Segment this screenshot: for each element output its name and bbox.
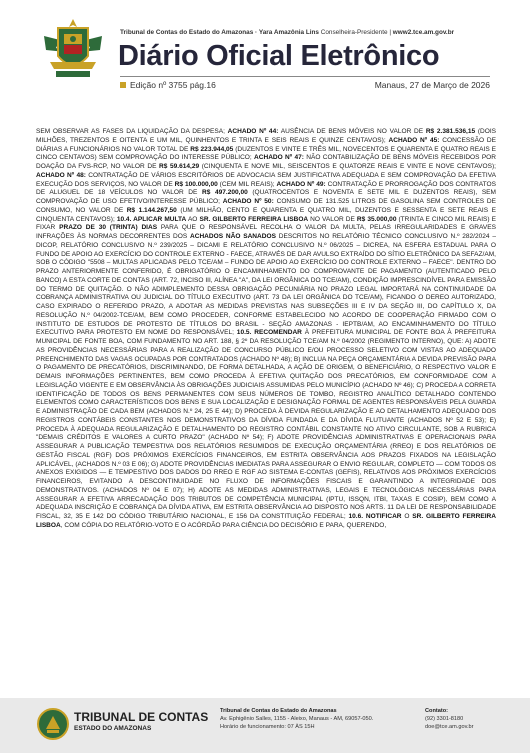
body-text-run: (UM MILHÃO, CENTO E QUARENTA E QUATRO MIL, DUZENTOS E SESSENTA E SETE REAIS E CINQUENTA CENTAVOS); bbox=[36, 206, 496, 223]
page-footer bbox=[0, 698, 530, 753]
footer-phone: (92) 3301-8180 bbox=[425, 715, 464, 722]
body-bold-run: ACHADO Nº 48: bbox=[36, 171, 86, 179]
footer-contact-block bbox=[425, 708, 473, 731]
org-role: Conselheira-Presidente bbox=[320, 29, 388, 36]
page-title: Diário Oficial Eletrônico bbox=[118, 40, 440, 72]
body-bold-run: R$ 497.200,00 bbox=[201, 189, 248, 197]
body-bold-run: ACHADO Nº 44: bbox=[227, 128, 279, 135]
body-text-run: CONCESSÃO DE DIÁRIAS A FUNCIONÁRIOS NO VALOR TOTAL DE bbox=[36, 136, 496, 153]
body-text-run: (QUATROCENTOS E NOVENTA E SETE MIL E DUZENTOS REAIS), SEM COMPROVAÇÃO DE USO EFETIVO/INTERESSE PÚBLICO; bbox=[36, 189, 497, 205]
body-text-run: NO VALOR DE bbox=[308, 215, 357, 223]
square-bullet-icon bbox=[120, 82, 126, 88]
body-bold-run: R$ 35.000,00 bbox=[356, 215, 397, 223]
body-text-run: AUSÊNCIA DE BENS MÓVEIS NO VALOR DE bbox=[278, 128, 426, 135]
body-text-run: CONTRATAÇÃO DE VÁRIOS ESCRITÓRIOS DE ADVOCACIA SEM JUSTIFICATIVA ADEQUADA E SEM COMPROVAÇÃO DA EFETIVA EXECUÇÃO DOS SERVIÇOS, NO VALOR DE bbox=[36, 171, 496, 188]
footer-address-block bbox=[220, 708, 373, 731]
body-text-run: (CINQUENTA E NOVE MIL, SEISCENTOS E QUATORZE REAIS E VINTE E NOVE CENTAVOS); bbox=[199, 163, 496, 170]
body-text-run: PARA QUE O RESPONSÁVEL RECOLHA O VALOR DA MULTA, PELAS IRREGULARIDADES E GRAVES INFRAÇÕES ÀS NORMAS DECORRENTES DOS bbox=[36, 224, 496, 240]
footer-logo-title: TRIBUNAL DE CONTAS bbox=[74, 710, 209, 724]
body-text-run: DESCRITOS NO RELATÓRIO TÉCNICO CONCLUSIVO N.º 282/2024 – DICOP, RELATÓRIO CONCLUSIVO N.º 239/2025 – DICAMI E RELATÓRIO CONCLUSIVO N.º 06/2025 – DICREA, NA ESFERA ESTADUAL PARA O FUNDO DE APOIO AO EXERCÍCIO DO CONTROLE EXTERNO - FAECE, ATRAVÉS DE DAR AVULSO EXTRAÍDO DO SÍTIO ELETRÔNICO DA SEFAZ/AM, SOB O CÓDIGO "5508 – MULTAS APLICADAS PELO TCE/AM – FUNDO DE APOIO AO EXERCÍCIO DO CONTROLE EXTERNO – FAECE". DENTRO DO PRAZO ANTERIORMENTE CONFERIDO, É OBRIGATÓRIO O ENCAMINHAMENTO DO COMPROVANTE DE PAGAMENTO (AUTENTICADO PELO BANCO) A ESTA CORTE DE CONTAS (ART. 72, INCISO III, ALÍNEA "A", DA LEI ORGÂNICA DO TCE/AM), CONDIÇÃO IMPRESCINDÍVEL PARA EMISSÃO DO TERMO DE QUITAÇÃO. O NÃO ADIMPLEMENTO DESSA OBRIGAÇÃO PECUNIÁRIA NO PRAZO LEGAL IMPORTARÁ NA CONTINUIDADE DA COBRANÇA ADMINISTRATIVA OU JUDICIAL DO TÍTULO EXECUTIVO (ART. 73 DA LEI ORGÂNICA DO TCE/AM), FICANDO O DEREO AUTORIZADO, CASO EXPIRADO O REFERIDO PRAZO, A ADOTAR AS MEDIDAS PREVISTAS NAS SUBSEÇÕES III E IV DA SEÇÃO III, DO CAPÍTULO X, DA RESOLUÇÃO N.º 04/2002-TCE/AM, BEM COMO PROCEDER, CONFORME ESTABELECIDO NO ACORDO DE COOPERAÇÃO FIRMADO COM O INSTITUTO DE ESTUDOS DE PROTESTO DE TÍTULOS DO BRASIL - SEÇÃO AMAZONAS - IEPTB/AM, AO ENCAMINHAMENTO DO TÍTULO EXECUTIVO PARA PROTESTO EM NOME DO RESPONSÁVEL; bbox=[36, 233, 496, 337]
body-text-run: O bbox=[401, 513, 413, 520]
body-bold-run: R$ 100.000,00 bbox=[174, 180, 218, 188]
body-bold-run: ACHADO Nº 45: bbox=[388, 136, 440, 144]
footer-logo-subtitle: ESTADO DO AMAZONAS bbox=[74, 725, 152, 732]
body-text-run: (CEM MIL REAIS); bbox=[217, 180, 277, 188]
body-bold-run: ACHADO Nº 47: bbox=[254, 154, 304, 162]
body-bold-run: SR. GILBERTO FERREIRA LISBOA bbox=[199, 215, 309, 223]
tce-logo-icon bbox=[36, 707, 70, 741]
body-bold-run: ACHADO Nº 50: bbox=[222, 198, 274, 205]
body-text-run: SEM OBSERVAR AS FASES DA LIQUIDAÇÃO DA DESPESA; bbox=[36, 128, 228, 135]
body-bold-run: ACHADOS NÃO SANADOS bbox=[189, 233, 276, 240]
body-bold-run: SR. GILBERTO FERREIRA LISBOA bbox=[36, 513, 496, 529]
body-bold-run: R$ 223.944,05 bbox=[190, 145, 234, 153]
body-bold-run: PRAZO DE 30 (TRINTA) DIAS bbox=[59, 224, 158, 232]
body-bold-run: 10.4. APLICAR MULTA bbox=[116, 215, 187, 223]
org-name: Tribunal de Contas do Estado do Amazonas · Yara Amazônia Lins bbox=[120, 29, 319, 36]
edition-date: Manaus, 27 de Março de 2026 bbox=[374, 80, 490, 90]
header-divider bbox=[120, 76, 490, 77]
body-bold-run: R$ 1.144.267,50 bbox=[126, 206, 177, 214]
coat-of-arms-icon bbox=[36, 14, 110, 84]
body-text-run: CONTRATAÇÃO E PRORROGAÇÃO DOS CONTRATOS DE ALUGUEL DE 18 VEÍCULOS NO VALOR DE bbox=[36, 180, 496, 197]
page-header bbox=[0, 0, 530, 100]
body-text-run: AO bbox=[186, 215, 200, 223]
footer-email: doe@tce.am.gov.br bbox=[425, 723, 474, 730]
body-text-run: À PREFEITURA MUNICIPAL DE FONTE BOA À PREFEITURA MUNICIPAL DE FONTE BOA, COM FUNDAMENTO NO ART. 188, § 2º DA RESOLUÇÃO TCE/AM N.º 04/2002 (REGIMENTO INTERNO), QUE: A) ADOTE AS PROVIDÊNCIAS NECESSÁRIAS PARA A REALIZAÇÃO DE CONCURSO PÚBLICO E/OU PROCESSO SELETIVO COM VISTAS AO ADEQUADO PREENCHIMENTO DAS VAGAS OCUPADAS POR CONTRATADOS (ACHADO Nº 48); B) INCLUA NA PEÇA ORÇAMENTÁRIA A DEVIDA PREVISÃO PARA O PAGAMENTO DE PRECATÓRIOS, DISCRIMINANDO, DE FORMA DETALHADA, A AÇÃO DE ORIGEM, O BENEFICIÁRIO, O RESPECTIVO VALOR E DEMAIS INFORMAÇÕES PERTINENTES, BEM COMO PROCEDA À EFETIVA QUITAÇÃO DOS PRECATÓRIOS, EM CONFORMIDADE COM A LEGISLAÇÃO VIGENTE E EM OBSERVÂNCIA ÀS OBRIGAÇÕES JUDICIAIS ASSUMIDAS PELO MUNICÍPIO (ACHADO Nº 46); C) PROCEDA A CORRETA IDENTIFICAÇÃO DE TODOS OS BENS PERMANENTES COM SEUS NÚMEROS DE TOMBO, REGISTRO ANALÍTICO DETALHADO CONTENDO ELEMENTOS COMO CARACTERÍSTICOS DOS BENS E SUA LOCALIZAÇÃO E DESIGNAÇÃO FORMAL DE AGENTES RESPONSÁVEIS PELA GUARDA E ADMINISTRAÇÃO DE CADA BEM (ACHADOS N.º 24, 25 E 44); D) PROCEDA À DEVIDA REGULARIZAÇÃO E AO DETALHAMENTO ADEQUADO DOS REGISTROS CONTÁBEIS CONSTANTES NOS DEMONSTRATIVOS DA DÍVIDA FUNDADA E DA DÍVIDA FLUTUANTE (ACHADOS Nº 52 E 53); E) PROCEDA À ADEQUADA REGULARIZAÇÃO E DETALHAMENTO DO REGISTRO CONTÁBIL CONSTANTE NO ATIVO CIRCULANTE, SOB A RUBRICA "DEMAIS CRÉDITOS E VALORES A CURTO PRAZO" (ACHADO Nº 54); F) ADOTE PROVIDÊNCIAS ADMINISTRATIVAS E OPERACIONAIS PARA ASSEGURAR A PUBLICAÇÃO TEMPESTIVA DOS RELATÓRIOS RESUMIDOS DE EXECUÇÃO ORÇAMENTÁRIA (RREO) E DOS RELATÓRIOS DE GESTÃO FISCAL (RGF) DOS PRÓXIMOS EXERCÍCIOS FINANCEIROS, EM ESTRITA OBSERVÂNCIA AOS PRAZOS FIXADOS NA LEGISLAÇÃO APLICÁVEL, (ACHADOS N.º 03 E 06); G) ADOTE PROVIDÊNCIAS IMEDIATAS PARA ASSEGURAR O ENVIO REGULAR, COMPLETO — COM TODOS OS ANEXOS EXIGIDOS — E TEMPESTIVO DOS DADOS DO RREO E RGF AO SISTEMA E-CONTAS (GEFIS), RELATIVOS AOS PRÓXIMOS EXERCÍCIOS FINANCEIROS, EVITANDO A DESCONTINUIDADE NO FLUXO DE INFORMAÇÕES FISCAIS E GARANTINDO A INTEGRIDADE DOS DEMONSTRATIVOS. (ACHADOS Nº 04 E 07); H) ADOTE AS MEDIDAS ADMINISTRATIVAS, LEGAIS E TECNOLÓGICAS NECESSÁRIAS PARA ASSEGURAR A EFETIVA ARRECADAÇÃO DOS TRIBUTOS DE COMPETÊNCIA MUNICIPAL (IPTU, ISSQN, ITBI, TAXAS E COSIP), BEM COMO A ADEQUADA INSCRIÇÃO E COBRANÇA DA DÍVIDA ATIVA, EM ESTRITA OBSERVÂNCIA AO DISPOSTO NOS ARTS. 11 DA LEI DE RESPONSABILIDADE FISCAL, 32, 35 E 142 DO CÓDIGO TRIBUTÁRIO NACIONAL, E 156 DA CONSTITUIÇÃO FEDERAL; bbox=[36, 329, 497, 520]
body-text-run: CONSUMO DE 131.525 LITROS DE GASOLINA SEM CONTROLES DE CONSUMO, NO VALOR DE bbox=[36, 198, 496, 214]
body-text-run: (DOIS MILHÕES, TREZENTOS E OITENTA E UM MIL, QUINHENTOS E TRINTA E SEIS REAIS E QUINZE CENTAVOS); bbox=[36, 128, 497, 144]
footer-hours: Horário de funcionamento: 07 ÀS 15H bbox=[220, 723, 315, 730]
header-org-line: Tribunal de Contas do Estado do Amazonas · Yara Amazônia Lins Conselheira-Presidente | www2.tce.am.gov.br bbox=[120, 29, 455, 36]
edition-label: Edição nº 3755 pág.16 bbox=[130, 80, 216, 90]
body-bold-run: ACHADO Nº 49: bbox=[276, 180, 326, 188]
body-text-run: NÃO CONTABILIZAÇÃO DE BENS MÓVEIS RECEBIDOS POR DOAÇÃO DA FVS-RCP, NO VALOR DE bbox=[36, 154, 497, 170]
body-bold-run: R$ 2.381.536,15 bbox=[425, 128, 476, 135]
body-bold-run: 10.6. NOTIFICAR bbox=[348, 513, 402, 520]
body-bold-run: R$ 59.614,29 bbox=[159, 163, 200, 170]
body-bold-run: 10.5. RECOMENDAR bbox=[236, 329, 302, 337]
body-text-run: (DUZENTOS E VINTE E TRÊS MIL, NOVECENTOS E QUARENTA E QUATRO REAIS E CINCO CENTAVOS) SEM COMPROVAÇÃO DO INTERESSE PÚBLICO; bbox=[36, 145, 496, 162]
footer-address: Av. Ephigênio Salles, 1155 - Aleixo, Manaus - AM, 69057-050. bbox=[220, 715, 374, 722]
footer-contact-label: Contato: bbox=[425, 708, 448, 714]
edition-info bbox=[120, 80, 216, 90]
org-website: www2.tce.am.gov.br bbox=[392, 29, 455, 36]
body-text-run: , COM CÓPIA DO RELATÓRIO-VOTO E O ACÓRDÃO PARA CIÊNCIA DO DECISÓRIO E PARA, QUERENDO, bbox=[60, 521, 387, 529]
body-text-run: (TRINTA E CINCO MIL REAIS) E FIXAR bbox=[36, 215, 496, 232]
footer-org-name: Tribunal de Contas do Estado do Amazonas bbox=[220, 708, 337, 714]
document-body bbox=[36, 128, 496, 531]
